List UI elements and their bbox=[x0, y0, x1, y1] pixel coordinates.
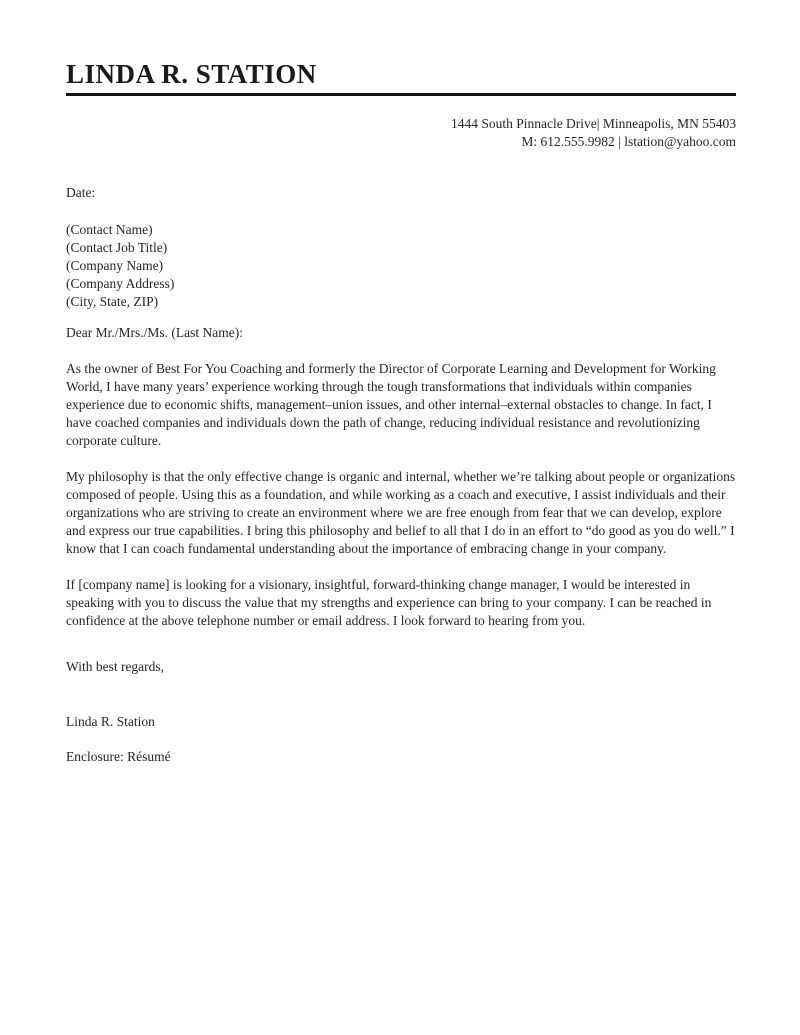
letterhead bbox=[66, 58, 736, 150]
closing-line: With best regards, bbox=[66, 659, 165, 674]
recipient-line-company-address: (Company Address) bbox=[66, 276, 175, 291]
enclosure-note: Enclosure: Résumé bbox=[66, 749, 171, 764]
recipient-line-contact-name: (Contact Name) bbox=[66, 222, 153, 237]
body-paragraph-2: My philosophy is that the only effective change is organic and internal, whether we’re talking about people or organizations composed of people. Using this as a foundation, and while working as a coach and executive, I assist individuals and their organizations who are striving to create an environment where we are free enough from fear that we can develop, explore and express our true capabilities. I bring this philosophy and belief to all that I do in an effort to “do good as you do well.” I know that I can coach fundamental understanding about the importance of embracing change in your company. bbox=[66, 469, 736, 556]
recipient-line-city-state-zip: (City, State, ZIP) bbox=[66, 294, 159, 309]
letterhead-phone-email-line: M: 612.555.9982 | lstation@yahoo.com bbox=[521, 133, 736, 149]
recipient-line-contact-job-title: (Contact Job Title) bbox=[66, 240, 168, 255]
body-paragraph-3: If [company name] is looking for a visionary, insightful, forward-thinking change manager, I would be interested in speaking with you to discuss the value that my strengths and experience can bring to your company. I can be reached in confidence at the above telephone number or email address. I look forward to hearing from you. bbox=[66, 577, 712, 628]
body-paragraph-1: As the owner of Best For You Coaching and formerly the Director of Corporate Learning and Development for Working World, I have many years’ experience working through the tough transformations that individuals within companies experience due to economic shifts, management–union issues, and other internal–external obstacles to change. In fact, I have coached companies and individuals down the path of change, reducing individual resistance and revolutionizing corporate culture. bbox=[66, 361, 716, 448]
letterhead-address-line: 1444 South Pinnacle Drive| Minneapolis, MN 55403 bbox=[450, 116, 736, 131]
letterhead-contact-block bbox=[66, 115, 736, 150]
letter-body bbox=[66, 184, 736, 766]
salutation: Dear Mr./Mrs./Ms. (Last Name): bbox=[66, 325, 243, 340]
letterhead-name: LINDA R. STATION bbox=[66, 59, 317, 89]
letterhead-divider bbox=[66, 93, 736, 96]
recipient-block bbox=[66, 221, 736, 311]
signature-name: Linda R. Station bbox=[66, 714, 155, 729]
date-label: Date: bbox=[66, 185, 96, 200]
recipient-line-company-name: (Company Name) bbox=[66, 258, 164, 273]
